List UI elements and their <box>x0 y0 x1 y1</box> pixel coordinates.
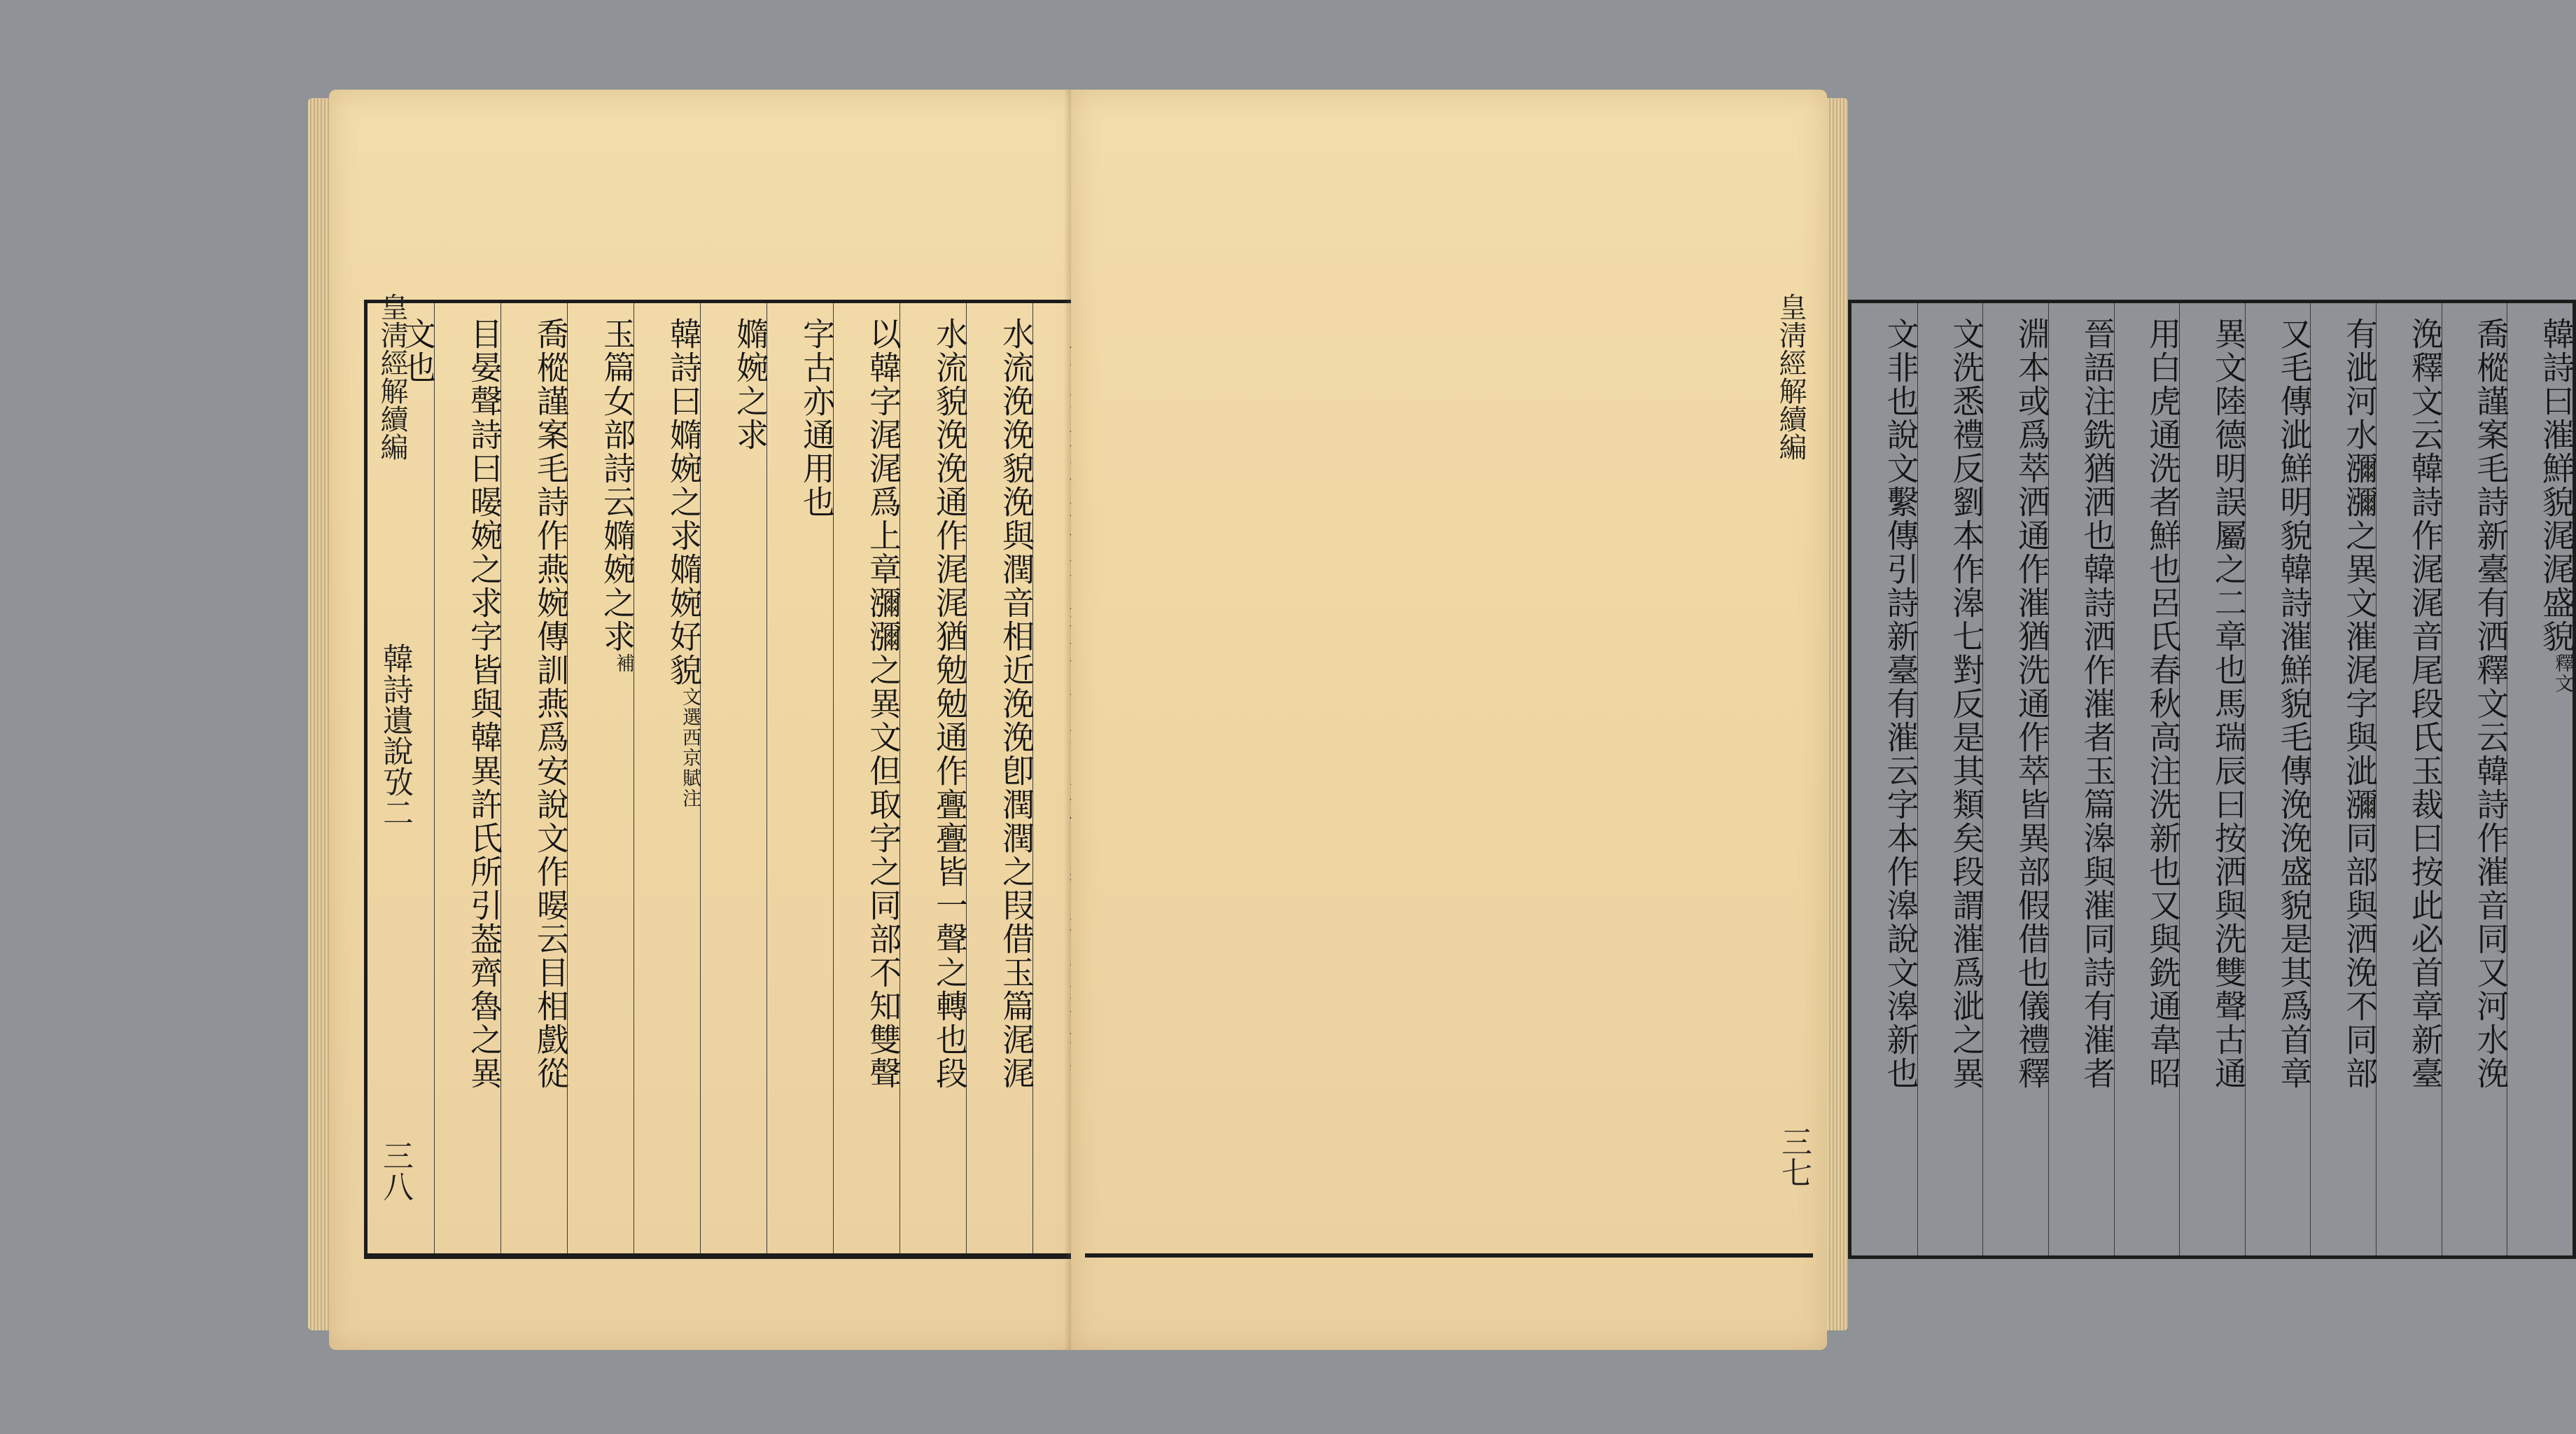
column-text: 字古亦通用也 <box>798 317 836 519</box>
text-column <box>766 303 836 1255</box>
column-text: 韓詩曰漼鮮貌浘浘盛貌 <box>2538 317 2575 653</box>
column-text: 玉篇女部詩云嫷婉之求 <box>598 317 636 653</box>
text-column <box>2442 303 2510 1255</box>
column-text: 晉語注銑猶洒也韓詩洒作漼者玉篇滜與漼同詩有漼者 <box>2078 317 2117 1090</box>
text-column <box>2048 303 2117 1255</box>
right-margin-title: 皇淸經解續編 <box>1774 293 1807 461</box>
right-text-frame <box>1848 300 2576 1259</box>
column-text: 文非也說文繫傳引詩新臺有漼云字本作滜說文滜新也 <box>1882 317 1920 1090</box>
column-annotation: 釋文 <box>2552 653 2573 694</box>
text-column <box>2179 303 2248 1255</box>
column-text: 喬樅謹案毛詩新臺有洒釋文云韓詩作漼音同又河水浼 <box>2472 317 2510 1090</box>
text-column <box>567 303 634 1255</box>
text-column <box>1851 303 1920 1255</box>
column-annotation: 文選西京賦注 <box>679 687 701 809</box>
text-column <box>2310 303 2379 1255</box>
right-page-number: 三七 <box>1776 1126 1812 1188</box>
text-column <box>833 303 902 1255</box>
column-text: 浼釋文云韓詩作浘浘音尾段氏玉裁曰按此必首章新臺 <box>2406 317 2444 1090</box>
column-text: 以韓字浘浘爲上章瀰瀰之異文但取字之同部不知雙聲 <box>864 317 902 1090</box>
column-text: 有泚河水瀰瀰之異文漼浘字與泚瀰同部與洒浼不同部 <box>2341 317 2379 1090</box>
left-text-frame <box>364 300 1102 1259</box>
text-column <box>2507 303 2575 1255</box>
left-bottom-rule <box>364 1253 1102 1258</box>
text-column <box>634 303 703 1255</box>
column-text: 水流貌浼浼通作浘浘猶勉勉通作亹亹皆一聲之轉也段 <box>931 317 969 1090</box>
text-column <box>2376 303 2442 1255</box>
text-column <box>1917 303 1986 1255</box>
text-column <box>500 303 570 1255</box>
text-column <box>434 303 503 1255</box>
left-margin-title: 皇淸經解續編 <box>376 293 408 461</box>
text-column <box>2245 303 2314 1255</box>
column-text: 淵本或爲萃洒通作漼猶洗通作萃皆異部假借也儀禮釋 <box>2012 317 2051 1090</box>
right-page <box>1071 90 2575 1350</box>
text-column <box>2114 303 2183 1255</box>
column-text: 目晏聲詩曰暥婉之求字皆與韓異許氏所引葢齊魯之異 <box>465 317 503 1090</box>
column-text: 韓詩曰嫷婉之求嫷婉好貌 <box>665 317 703 687</box>
left-page <box>329 90 1085 1350</box>
column-text: 喬樅謹案毛詩作燕婉傳訓燕爲安說文作暥云目相戲從 <box>532 317 570 1090</box>
column-text: 異文陸德明誤屬之二章也馬瑞辰曰按洒與洗雙聲古通 <box>2209 317 2248 1090</box>
column-text: 嫷婉之求 <box>732 317 769 452</box>
text-column <box>700 303 769 1255</box>
column-text: 用白虎通洗者鮮也呂氏春秋高注洗新也又與銑通韋昭 <box>2144 317 2183 1090</box>
left-page-number: 三八 <box>377 1140 413 1202</box>
open-book <box>308 84 2575 1358</box>
left-margin-chapter: 韓詩遺說攷二 <box>377 643 413 828</box>
column-text: 又毛傳泚鮮明貌韓詩漼鮮貌毛傳浼浼盛貌是其爲首章 <box>2275 317 2314 1090</box>
right-bottom-rule <box>1085 1253 1813 1258</box>
text-column <box>1982 303 2051 1255</box>
column-text: 文也 <box>399 317 437 384</box>
column-text: 水流浼浼貌浼與潤音相近浼浼卽潤潤之叚借玉篇浘浘 <box>997 317 1035 1090</box>
column-text: 文洗悉禮反劉本作滜七對反是其類矣段謂漼爲泚之異 <box>1947 317 1986 1090</box>
text-column <box>899 303 969 1255</box>
column-annotation: 補 <box>612 653 634 674</box>
text-column <box>966 303 1035 1255</box>
